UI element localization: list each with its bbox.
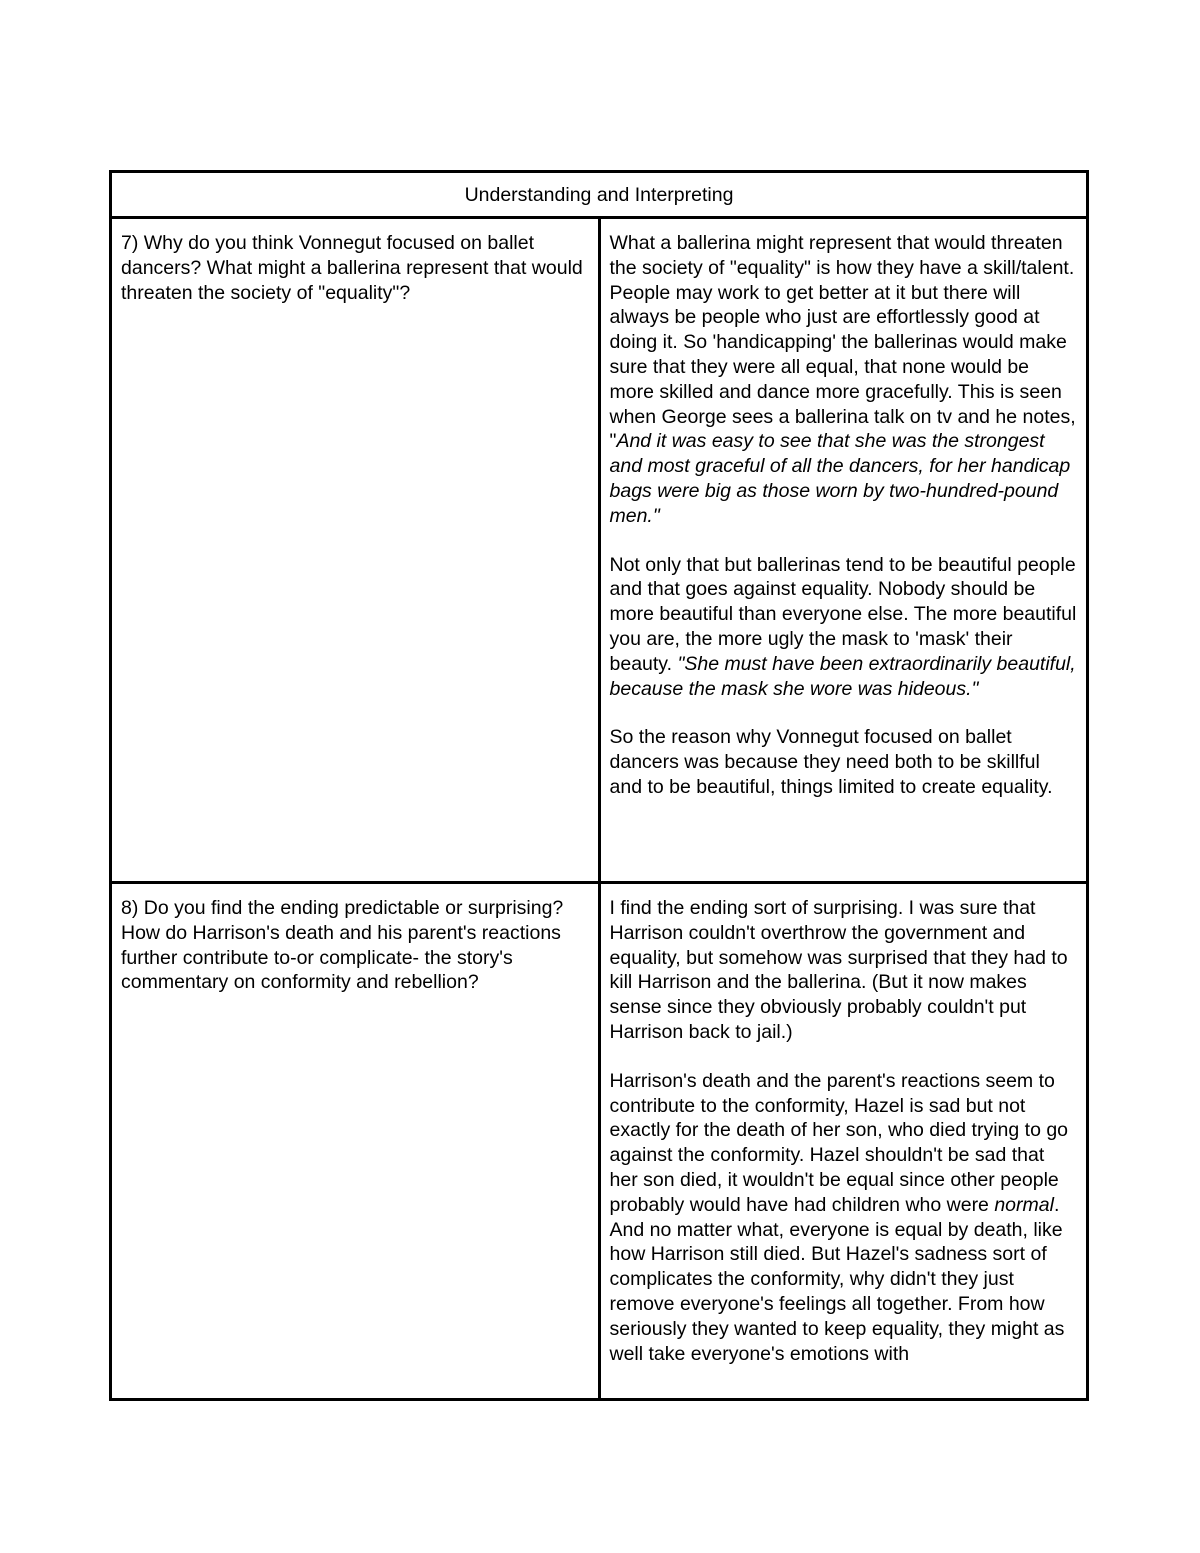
answer-text: So the reason why Vonnegut focused on ballet dancers was because they need both to be skillful and to be beautiful, things limited to create equality. xyxy=(609,726,1053,798)
answer-cell xyxy=(599,218,1088,883)
answer-cell xyxy=(599,883,1088,1400)
question-cell xyxy=(111,218,600,883)
question-text: 8) Do you find the ending predictable or surprising? How do Harrison's death and his parent's reactions further contribute to-or complicate- the story's commentary on conformity and rebellion? xyxy=(121,897,564,994)
answer-quote: And it was easy to see that she was the strongest and most graceful of all the dancers, for her handicap bags were big as those worn by two-hundred-pound men." xyxy=(609,430,1071,527)
answer-paragraph xyxy=(610,553,1078,702)
answer-text: Harrison's death and the parent's reactions seem to contribute to the conformity, Hazel is sad but not exactly for the death of her son, who died trying to go against the conformity. Hazel shouldn't be sad that her son died, it wouldn't be equal since other people probably would have had children who were xyxy=(609,1069,1069,1216)
question-cell xyxy=(111,883,600,1400)
question-text: 7) Why do you think Vonnegut focused on ballet dancers? What might a ballerina represent that would threaten the society of "equality"? xyxy=(121,232,583,304)
table-row xyxy=(111,883,1088,1400)
answer-text: What a ballerina might represent that would threaten the society of "equality" is how they have a skill/talent. People may work to get better at it but there will always be people who just are effortlessly good at doing it. So 'handicapping' the ballerinas would make sure that they were all equal, that none would be more skilled and dance more gracefully. This is seen when George sees a ballerina talk on tv and he notes, " xyxy=(609,232,1076,453)
answer-text: I find the ending sort of surprising. I was sure that Harrison couldn't overthrow the government and equality, but somehow was surprised that they had to kill Harrison and the ballerina. (But it now makes sense since they obviously probably couldn't put Harrison back to jail.) xyxy=(609,897,1068,1043)
worksheet-table xyxy=(109,170,1089,1401)
table-header-cell xyxy=(111,172,1088,218)
answer-paragraph xyxy=(610,1069,1078,1367)
table-row xyxy=(111,218,1088,883)
answer-text: . And no matter what, everyone is equal by death, like how Harrison still died. But Hazel's sadness sort of complicates the conformity, why didn't they just remove everyone's feelings all together. From how seriously they wanted to keep equality, they might as well take everyone's emotions with xyxy=(609,1193,1065,1365)
table-title: Understanding and Interpreting xyxy=(464,184,734,207)
answer-paragraph xyxy=(610,231,1078,529)
answer-quote: "She must have been extraordinarily beautiful, because the mask she wore was hideous." xyxy=(609,652,1076,700)
answer-text: Not only that but ballerinas tend to be beautiful people and that goes against equality. Nobody should be more beautiful than everyone else. The more beautiful you are, the more ugly the mask to 'mask' their beauty. xyxy=(609,553,1077,675)
answer-paragraph xyxy=(610,725,1078,799)
table-header-row xyxy=(111,172,1088,218)
answer-paragraph xyxy=(610,896,1078,1045)
answer-emphasis: normal xyxy=(994,1193,1054,1216)
